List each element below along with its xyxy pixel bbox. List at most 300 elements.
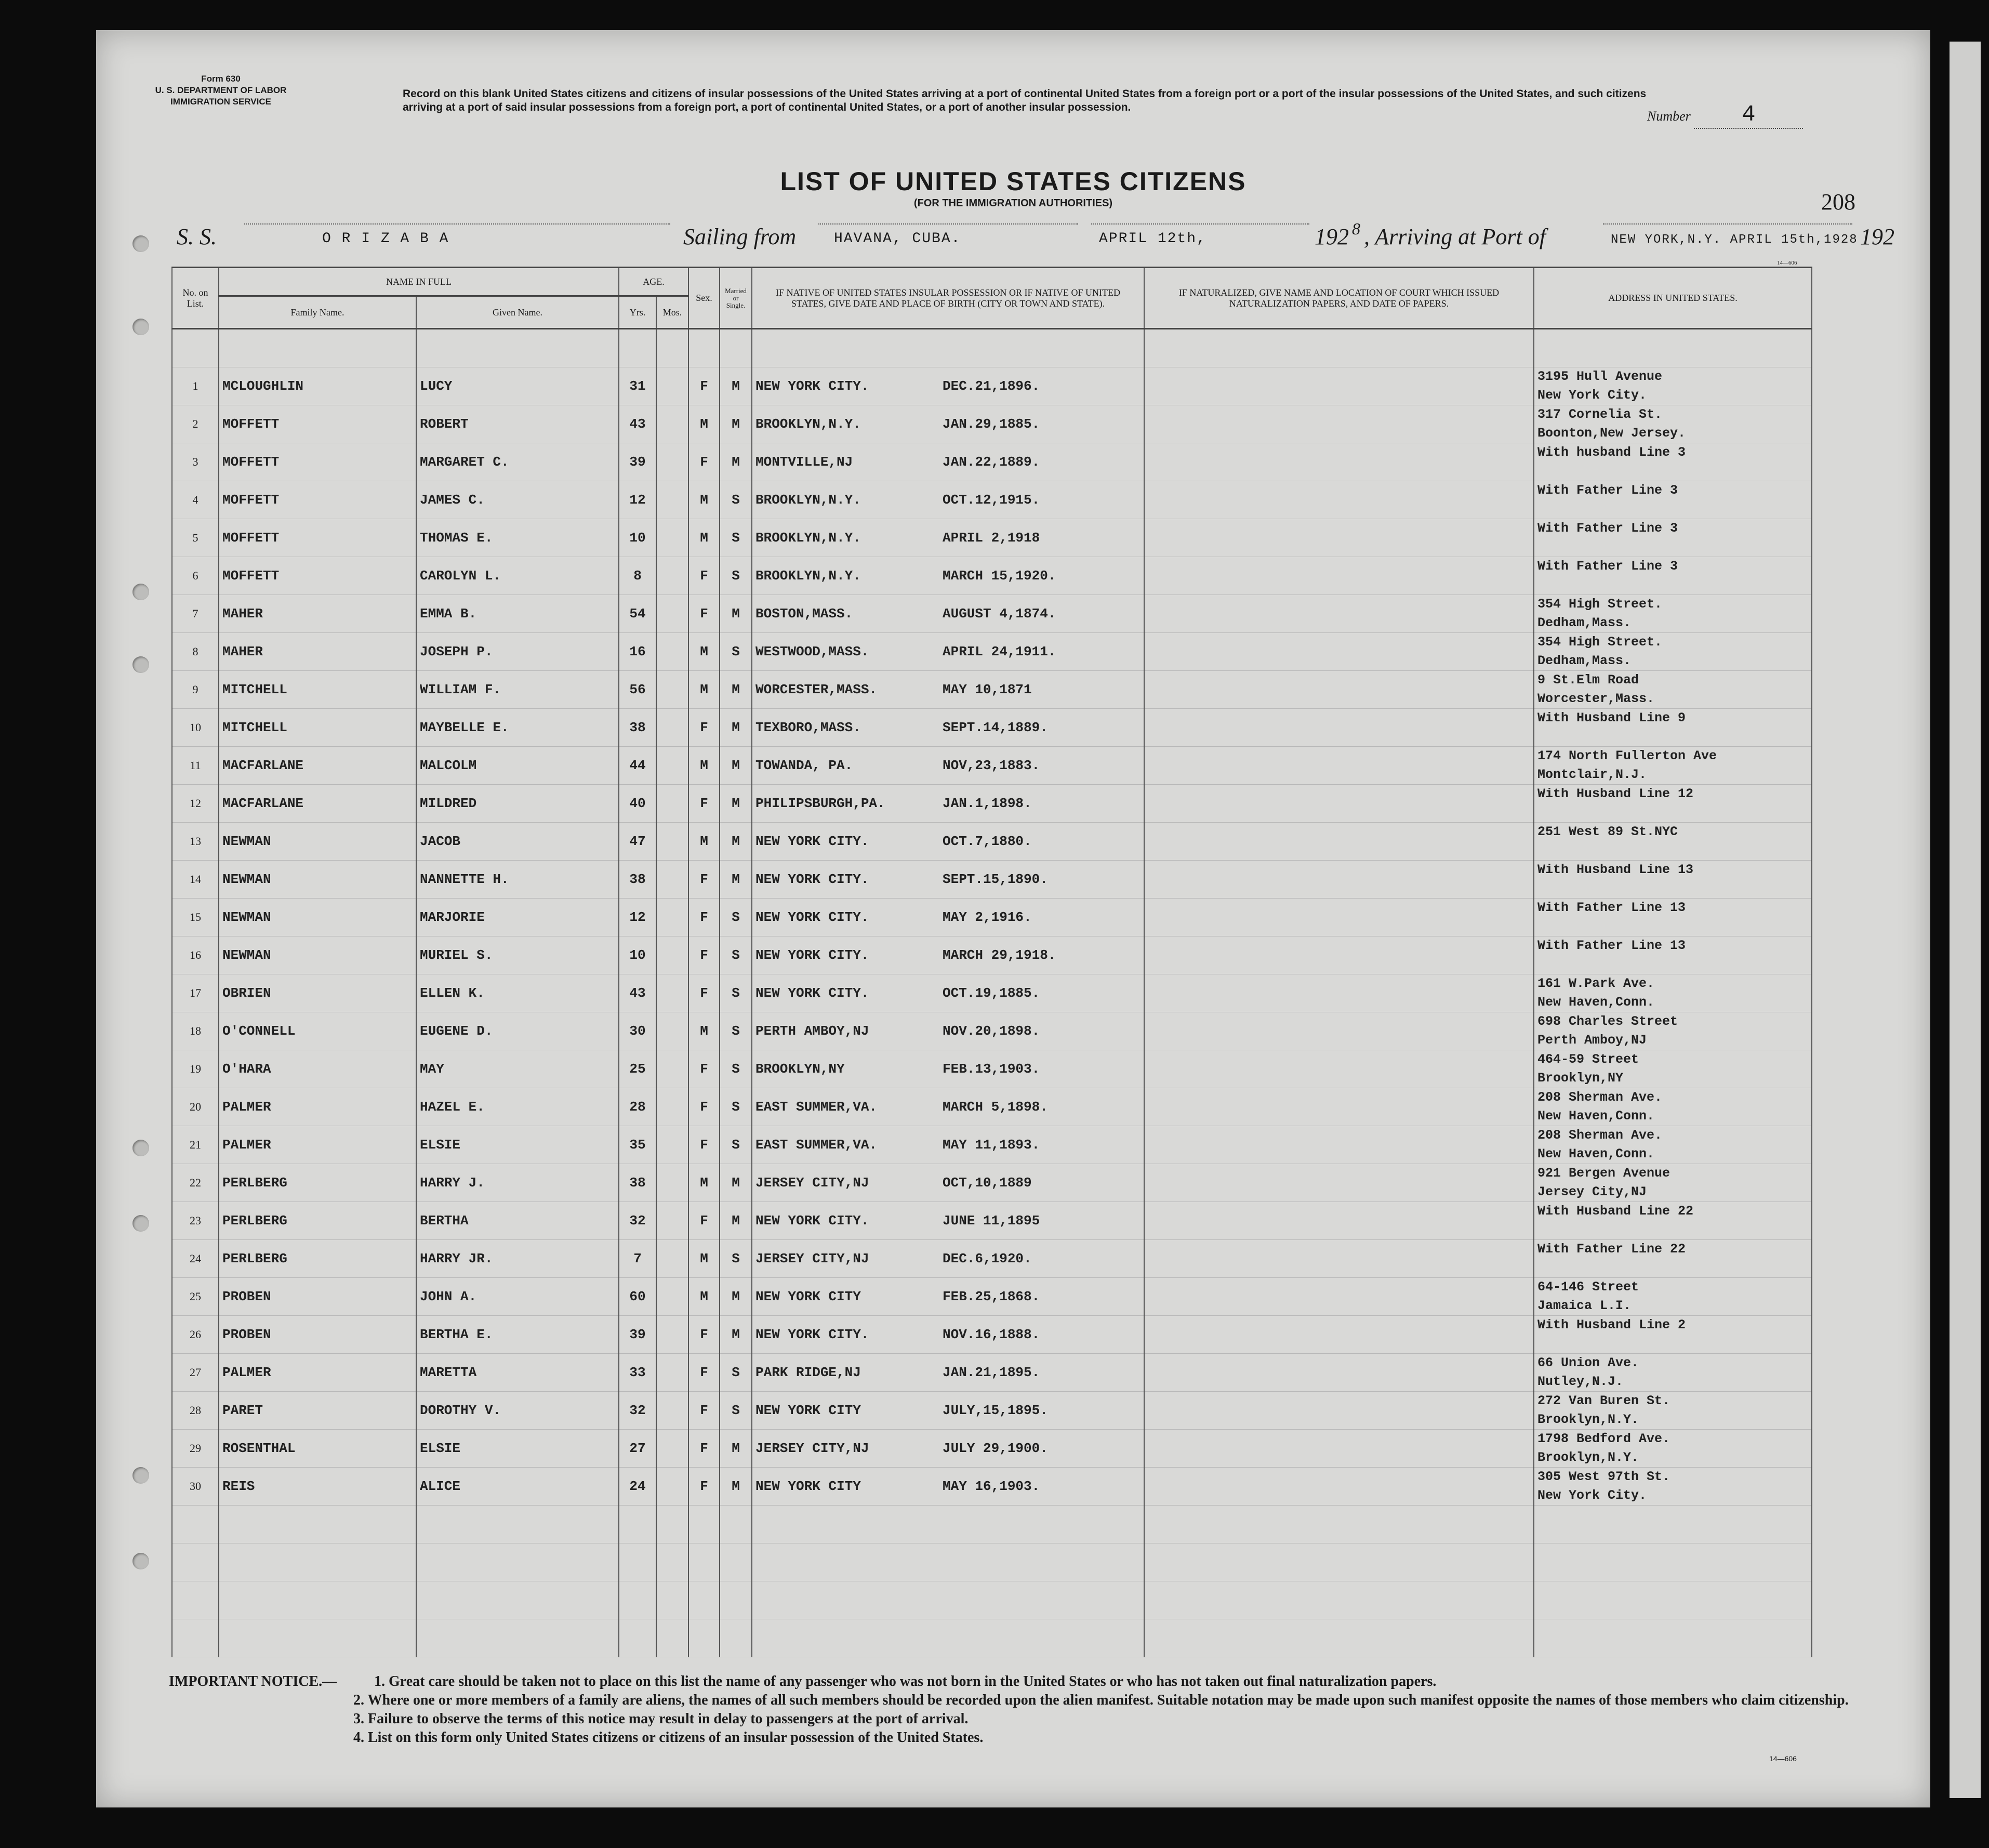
service-name: IMMIGRATION SERVICE — [170, 97, 271, 107]
family-name: NEWMAN — [219, 936, 416, 974]
naturalization-info — [1144, 1468, 1534, 1506]
marital-status: M — [720, 1468, 752, 1506]
family-name: OBRIEN — [219, 974, 416, 1012]
year-tail: 192 — [1860, 224, 1894, 249]
birth-info — [752, 823, 1144, 861]
birth-place: NEW YORK CITY — [755, 1289, 861, 1304]
birth-date: MARCH 15,1920. — [943, 568, 1056, 584]
age-months — [656, 1126, 688, 1164]
naturalization-info — [1144, 747, 1534, 785]
department-name: U. S. DEPARTMENT OF LABOR — [155, 85, 287, 95]
sex: F — [688, 1392, 720, 1430]
birth-info — [752, 709, 1144, 747]
naturalization-info — [1144, 1050, 1534, 1088]
passenger-number: 25 — [172, 1278, 219, 1316]
age-months — [656, 1050, 688, 1088]
birth-info — [752, 443, 1144, 481]
address: 698 Charles Street Perth Amboy,NJ — [1534, 1012, 1812, 1050]
birth-date: JUNE 11,1895 — [943, 1213, 1040, 1229]
birth-date: JAN.21,1895. — [943, 1365, 1040, 1380]
table-row — [172, 861, 1812, 899]
age-years: 10 — [619, 519, 656, 557]
passenger-number: 22 — [172, 1164, 219, 1202]
naturalization-info — [1144, 1202, 1534, 1240]
age-years: 10 — [619, 936, 656, 974]
marital-status: S — [720, 1126, 752, 1164]
binder-hole — [132, 1215, 149, 1232]
given-name: EUGENE D. — [416, 1012, 619, 1050]
given-name: ELSIE — [416, 1430, 619, 1468]
birth-place: NEW YORK CITY. — [755, 985, 869, 1001]
birth-info — [752, 1468, 1144, 1506]
notice-item-3: 3. Failure to observe the terms of this notice may result in delay to passengers at the port of arrival. — [353, 1711, 969, 1727]
age-years: 12 — [619, 899, 656, 936]
naturalization-info — [1144, 709, 1534, 747]
header-no-on-list: No. on List. — [172, 268, 219, 329]
age-months — [656, 1354, 688, 1392]
family-name: REIS — [219, 1468, 416, 1506]
birth-info — [752, 1202, 1144, 1240]
address: 3195 Hull Avenue New York City. — [1534, 367, 1812, 405]
marital-status: S — [720, 1012, 752, 1050]
empty-row — [172, 1506, 1812, 1543]
given-name: HAZEL E. — [416, 1088, 619, 1126]
family-name: MAHER — [219, 595, 416, 633]
address: 921 Bergen Avenue Jersey City,NJ — [1534, 1164, 1812, 1202]
age-years: 39 — [619, 443, 656, 481]
age-years: 44 — [619, 747, 656, 785]
passenger-number: 17 — [172, 974, 219, 1012]
passenger-number: 20 — [172, 1088, 219, 1126]
birth-place: TOWANDA, PA. — [755, 758, 853, 773]
naturalization-info — [1144, 936, 1534, 974]
passenger-table — [171, 267, 1812, 1657]
age-months — [656, 1088, 688, 1126]
given-name: DOROTHY V. — [416, 1392, 619, 1430]
age-months — [656, 1316, 688, 1354]
address: With Father Line 3 — [1534, 519, 1812, 557]
birth-place: JERSEY CITY,NJ — [755, 1441, 869, 1456]
passenger-number: 23 — [172, 1202, 219, 1240]
port-from: HAVANA, CUBA. — [834, 231, 961, 247]
birth-place: PHILIPSBURGH,PA. — [755, 796, 885, 811]
naturalization-info — [1144, 443, 1534, 481]
age-years: 24 — [619, 1468, 656, 1506]
age-years: 38 — [619, 861, 656, 899]
birth-info — [752, 1012, 1144, 1050]
family-name: MOFFETT — [219, 519, 416, 557]
given-name: JOSEPH P. — [416, 633, 619, 671]
birth-date: OCT.19,1885. — [943, 985, 1040, 1001]
passenger-number: 4 — [172, 481, 219, 519]
marital-status: M — [720, 747, 752, 785]
family-name: MITCHELL — [219, 709, 416, 747]
family-name: MOFFETT — [219, 481, 416, 519]
age-months — [656, 633, 688, 671]
family-name: NEWMAN — [219, 861, 416, 899]
sex: M — [688, 1012, 720, 1050]
notice-title: IMPORTANT NOTICE.— — [169, 1673, 337, 1689]
birth-info — [752, 519, 1144, 557]
birth-info — [752, 1126, 1144, 1164]
marital-status: S — [720, 633, 752, 671]
birth-date: MAY 10,1871 — [943, 682, 1032, 697]
table-row — [172, 633, 1812, 671]
age-months — [656, 443, 688, 481]
marital-status: M — [720, 1430, 752, 1468]
sex: F — [688, 443, 720, 481]
family-name: MCLOUGHLIN — [219, 367, 416, 405]
given-name: LUCY — [416, 367, 619, 405]
table-row — [172, 1012, 1812, 1050]
age-years: 7 — [619, 1240, 656, 1278]
table-row — [172, 557, 1812, 595]
binder-hole — [132, 1467, 149, 1484]
passenger-number: 28 — [172, 1392, 219, 1430]
table-row — [172, 671, 1812, 709]
table-row — [172, 709, 1812, 747]
marital-status: S — [720, 1354, 752, 1392]
birth-date: MAY 11,1893. — [943, 1137, 1040, 1153]
age-months — [656, 671, 688, 709]
age-years: 8 — [619, 557, 656, 595]
birth-info — [752, 861, 1144, 899]
given-name: JAMES C. — [416, 481, 619, 519]
given-name: HARRY JR. — [416, 1240, 619, 1278]
birth-place: TEXBORO,MASS. — [755, 720, 861, 735]
record-instructions: Record on this blank United States citizens and citizens of insular possessions of the United States arriving at a port of continental United States from a foreign port or a port of the insular possessions of the United States, and such citizens arriving at a port of said insular possessions from a foreign port, a port of continental United States, or a port of another insular possession. — [403, 88, 1647, 113]
address: With Father Line 3 — [1534, 557, 1812, 595]
sex: F — [688, 595, 720, 633]
naturalization-info — [1144, 405, 1534, 443]
marital-status: S — [720, 481, 752, 519]
age-months — [656, 861, 688, 899]
age-months — [656, 1012, 688, 1050]
birth-info — [752, 747, 1144, 785]
birth-place: MONTVILLE,NJ — [755, 454, 853, 470]
empty-row — [172, 1543, 1812, 1581]
age-years: 32 — [619, 1202, 656, 1240]
family-name: ROSENTHAL — [219, 1430, 416, 1468]
marital-status: S — [720, 1050, 752, 1088]
family-name: MOFFETT — [219, 443, 416, 481]
manifest-sheet — [96, 30, 1930, 1807]
passenger-number: 19 — [172, 1050, 219, 1088]
birth-place: PERTH AMBOY,NJ — [755, 1023, 869, 1039]
age-years: 28 — [619, 1088, 656, 1126]
birth-place: WESTWOOD,MASS. — [755, 644, 869, 659]
family-name: PROBEN — [219, 1278, 416, 1316]
birth-info — [752, 405, 1144, 443]
address: 317 Cornelia St. Boonton,New Jersey. — [1534, 405, 1812, 443]
naturalization-info — [1144, 1278, 1534, 1316]
marital-status: S — [720, 1392, 752, 1430]
naturalization-info — [1144, 367, 1534, 405]
given-name: BERTHA E. — [416, 1316, 619, 1354]
header-row — [172, 268, 1812, 296]
table-row — [172, 1430, 1812, 1468]
sex: M — [688, 747, 720, 785]
naturalization-info — [1144, 974, 1534, 1012]
birth-place: BOSTON,MASS. — [755, 606, 853, 622]
birth-place: NEW YORK CITY. — [755, 1213, 869, 1229]
naturalization-info — [1144, 1164, 1534, 1202]
age-months — [656, 936, 688, 974]
family-name: PERLBERG — [219, 1240, 416, 1278]
empty-row — [172, 1581, 1812, 1619]
binder-hole — [132, 656, 149, 673]
passenger-number: 14 — [172, 861, 219, 899]
family-name: PERLBERG — [219, 1164, 416, 1202]
header-naturalization: IF NATURALIZED, GIVE NAME AND LOCATION OF COURT WHICH ISSUED NATURALIZATION PAPERS, AND DATE OF PAPERS. — [1144, 268, 1534, 329]
naturalization-info — [1144, 671, 1534, 709]
table-row — [172, 1278, 1812, 1316]
notice-item-4: 4. List on this form only United States citizens or citizens of an insular possession of the United States. — [353, 1730, 984, 1746]
naturalization-info — [1144, 1392, 1534, 1430]
address: With Husband Line 12 — [1534, 785, 1812, 823]
passenger-number: 1 — [172, 367, 219, 405]
birth-info — [752, 1088, 1144, 1126]
marital-status: S — [720, 974, 752, 1012]
naturalization-info — [1144, 823, 1534, 861]
arrival-port: NEW YORK,N.Y. APRIL 15th,1928 — [1611, 233, 1858, 247]
number-value: 4 — [1694, 102, 1803, 129]
birth-place: NEW YORK CITY. — [755, 834, 869, 849]
age-years: 40 — [619, 785, 656, 823]
address: 305 West 97th St. New York City. — [1534, 1468, 1812, 1506]
voyage-details — [177, 219, 1894, 266]
birth-date: MAY 16,1903. — [943, 1479, 1040, 1494]
given-name: WILLIAM F. — [416, 671, 619, 709]
table-row — [172, 443, 1812, 481]
header-family-name: Family Name. — [219, 296, 416, 329]
marital-status: M — [720, 785, 752, 823]
spacer-row — [172, 329, 1812, 367]
naturalization-info — [1144, 481, 1534, 519]
birth-info — [752, 785, 1144, 823]
year-suffix: 8 — [1352, 219, 1360, 238]
table-row — [172, 1316, 1812, 1354]
birth-date: APRIL 24,1911. — [943, 644, 1056, 659]
sex: M — [688, 1278, 720, 1316]
page-subtitle: (FOR THE IMMIGRATION AUTHORITIES) — [913, 197, 1113, 209]
number-label: Number — [1647, 109, 1691, 124]
passenger-number: 21 — [172, 1126, 219, 1164]
age-months — [656, 481, 688, 519]
birth-info — [752, 481, 1144, 519]
passenger-number: 30 — [172, 1468, 219, 1506]
header-mos: Mos. — [656, 296, 688, 329]
age-months — [656, 367, 688, 405]
given-name: ALICE — [416, 1468, 619, 1506]
passenger-number: 13 — [172, 823, 219, 861]
age-months — [656, 747, 688, 785]
binder-hole — [132, 235, 149, 252]
sex: F — [688, 1316, 720, 1354]
birth-info — [752, 936, 1144, 974]
table-row — [172, 1468, 1812, 1506]
address: With Father Line 13 — [1534, 936, 1812, 974]
age-months — [656, 1430, 688, 1468]
address: 9 St.Elm Road Worcester,Mass. — [1534, 671, 1812, 709]
passenger-number: 11 — [172, 747, 219, 785]
address: 1798 Bedford Ave. Brooklyn,N.Y. — [1534, 1430, 1812, 1468]
address: With Husband Line 2 — [1534, 1316, 1812, 1354]
given-name: ELLEN K. — [416, 974, 619, 1012]
family-name: MOFFETT — [219, 405, 416, 443]
age-years: 43 — [619, 405, 656, 443]
notice-item-1: 1. Great care should be taken not to place on this list the name of any passenger who was not born in the United States or who has not taken out final naturalization papers. — [374, 1673, 1437, 1689]
birth-info — [752, 1050, 1144, 1088]
age-years: 35 — [619, 1126, 656, 1164]
age-months — [656, 1278, 688, 1316]
given-name: MAY — [416, 1050, 619, 1088]
age-years: 47 — [619, 823, 656, 861]
birth-date: MAY 2,1916. — [943, 909, 1032, 925]
age-years: 12 — [619, 481, 656, 519]
passenger-number: 8 — [172, 633, 219, 671]
address: With Husband Line 22 — [1534, 1202, 1812, 1240]
birth-place: NEW YORK CITY. — [755, 872, 869, 887]
birth-info — [752, 1164, 1144, 1202]
birth-date: SEPT.15,1890. — [943, 872, 1048, 887]
table-row — [172, 1202, 1812, 1240]
header-sex: Sex. — [688, 268, 720, 329]
passenger-number: 29 — [172, 1430, 219, 1468]
naturalization-info — [1144, 1430, 1534, 1468]
marital-status: S — [720, 519, 752, 557]
page-number: 208 — [1821, 189, 1855, 215]
birth-place: NEW YORK CITY. — [755, 1327, 869, 1342]
naturalization-info — [1144, 1354, 1534, 1392]
age-years: 27 — [619, 1430, 656, 1468]
naturalization-info — [1144, 1240, 1534, 1278]
arriving-label: , Arriving at Port of — [1364, 224, 1546, 249]
binder-hole — [132, 584, 149, 600]
sex: F — [688, 974, 720, 1012]
given-name: MURIEL S. — [416, 936, 619, 974]
important-notice — [169, 1672, 1858, 1747]
given-name: MALCOLM — [416, 747, 619, 785]
birth-date: DEC.6,1920. — [943, 1251, 1032, 1266]
birth-info — [752, 595, 1144, 633]
table-row — [172, 1050, 1812, 1088]
birth-place: NEW YORK CITY. — [755, 909, 869, 925]
age-months — [656, 1468, 688, 1506]
given-name: EMMA B. — [416, 595, 619, 633]
naturalization-info — [1144, 595, 1534, 633]
birth-date: OCT,10,1889 — [943, 1175, 1032, 1191]
address: 208 Sherman Ave. New Haven,Conn. — [1534, 1088, 1812, 1126]
birth-date: DEC.21,1896. — [943, 378, 1040, 394]
age-months — [656, 1202, 688, 1240]
passenger-number: 3 — [172, 443, 219, 481]
address: With Husband Line 9 — [1534, 709, 1812, 747]
age-months — [656, 709, 688, 747]
family-name: PARET — [219, 1392, 416, 1430]
sex: M — [688, 1164, 720, 1202]
binder-hole — [132, 319, 149, 335]
passenger-number: 7 — [172, 595, 219, 633]
header-address: ADDRESS IN UNITED STATES. — [1534, 268, 1812, 329]
sex: M — [688, 405, 720, 443]
birth-place: BROOKLYN,N.Y. — [755, 492, 861, 508]
age-years: 30 — [619, 1012, 656, 1050]
header-age: AGE. — [619, 268, 688, 296]
header-given-name: Given Name. — [416, 296, 619, 329]
table-row — [172, 1126, 1812, 1164]
binder-hole — [132, 1140, 149, 1156]
given-name: MARJORIE — [416, 899, 619, 936]
marital-status: M — [720, 1316, 752, 1354]
address: 251 West 89 St.NYC — [1534, 823, 1812, 861]
address: 66 Union Ave. Nutley,N.J. — [1534, 1354, 1812, 1392]
birth-date: JULY 29,1900. — [943, 1441, 1048, 1456]
age-months — [656, 1392, 688, 1430]
birth-date: SEPT.14,1889. — [943, 720, 1048, 735]
form-identifier — [135, 73, 307, 108]
naturalization-info — [1144, 785, 1534, 823]
marital-status: M — [720, 671, 752, 709]
birth-info — [752, 1392, 1144, 1430]
passenger-number: 9 — [172, 671, 219, 709]
age-years: 56 — [619, 671, 656, 709]
given-name: THOMAS E. — [416, 519, 619, 557]
address: With Husband Line 13 — [1534, 861, 1812, 899]
birth-info — [752, 633, 1144, 671]
family-name: PALMER — [219, 1354, 416, 1392]
birth-date: NOV.20,1898. — [943, 1023, 1040, 1039]
birth-place: EAST SUMMER,VA. — [755, 1099, 878, 1115]
birth-place: BROOKLYN,N.Y. — [755, 530, 861, 546]
age-months — [656, 405, 688, 443]
given-name: JACOB — [416, 823, 619, 861]
birth-info — [752, 367, 1144, 405]
family-name: MACFARLANE — [219, 785, 416, 823]
address: 354 High Street. Dedham,Mass. — [1534, 633, 1812, 671]
address: 208 Sherman Ave. New Haven,Conn. — [1534, 1126, 1812, 1164]
marital-status: S — [720, 899, 752, 936]
age-years: 16 — [619, 633, 656, 671]
age-months — [656, 595, 688, 633]
birth-info — [752, 557, 1144, 595]
age-years: 39 — [619, 1316, 656, 1354]
birth-date: AUGUST 4,1874. — [943, 606, 1056, 622]
age-years: 54 — [619, 595, 656, 633]
notice-item-2: 2. Where one or more members of a family are aliens, the names of all such members should be recorded upon the alien manifest. Suitable notation may be made upon such manifest opposite the names of those members who claim citizenship. — [353, 1692, 1849, 1708]
departure-date: APRIL 12th, — [1099, 231, 1206, 247]
header-yrs: Yrs. — [619, 296, 656, 329]
sex: F — [688, 936, 720, 974]
address: 64-146 Street Jamaica L.I. — [1534, 1278, 1812, 1316]
binder-hole — [132, 1553, 149, 1569]
sex: F — [688, 1050, 720, 1088]
sex: F — [688, 1126, 720, 1164]
header-birth-info: IF NATIVE OF UNITED STATES INSULAR POSSESSION OR IF NATIVE OF UNITED STATES, GIVE DATE AND PLACE OF BIRTH (CITY OR TOWN AND STATE). — [752, 268, 1144, 329]
birth-date: JAN.29,1885. — [943, 416, 1040, 432]
sex: M — [688, 823, 720, 861]
table-row — [172, 1240, 1812, 1278]
family-name: MOFFETT — [219, 557, 416, 595]
birth-date: JAN.22,1889. — [943, 454, 1040, 470]
passenger-number: 16 — [172, 936, 219, 974]
family-name: PERLBERG — [219, 1202, 416, 1240]
age-years: 32 — [619, 1392, 656, 1430]
sex: M — [688, 633, 720, 671]
table-row — [172, 481, 1812, 519]
sex: F — [688, 861, 720, 899]
given-name: ELSIE — [416, 1126, 619, 1164]
